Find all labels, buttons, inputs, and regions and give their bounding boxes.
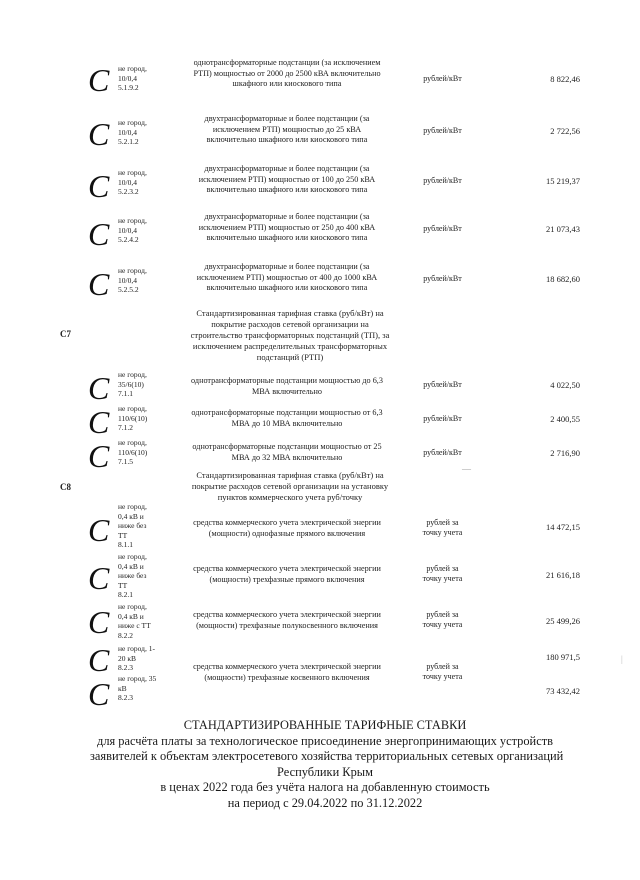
row-value: 180 971,5 xyxy=(546,652,580,662)
category-letter: С xyxy=(88,216,110,252)
row-description: средства коммерческого учета электрической энергии (мощности) трехфазные полукосвенного включения xyxy=(193,610,381,630)
row-description: однотрансформаторные подстанции мощностью от 25 МВА до 32 МВА включительно xyxy=(192,442,382,462)
row-description: двухтрансформаторные и более подстанции (за исключением РТП) мощностью до 25 кВА включительно шкафного или киоскового типа xyxy=(204,114,370,144)
row-description: двухтрансформаторные и более подстанции (за исключением РТП) мощностью от 250 до 400 кВА включительно шкафного или киоскового типа xyxy=(198,212,376,242)
category-letter: С xyxy=(88,676,110,712)
row-value: 14 472,15 xyxy=(546,522,580,532)
row-unit: рублей/кВт xyxy=(423,126,462,135)
row-unit: рублей/кВт xyxy=(423,176,462,185)
category-letter: С xyxy=(88,62,110,98)
row-unit: рублей за точку учета xyxy=(422,662,463,681)
row-description: двухтрансформаторные и более подстанции (за исключением РТП) мощностью от 100 до 250 кВА включительно шкафного или киоскового типа xyxy=(198,164,376,194)
category-letter: С xyxy=(88,512,110,548)
section-label-c7: С7 xyxy=(60,329,71,339)
row-description: средства коммерческого учета электрической энергии (мощности) трехфазные прямого включения xyxy=(193,564,381,584)
row-value: 2 400,55 xyxy=(550,414,580,424)
row-code: не город, 1- 20 кВ 8.2.3 xyxy=(118,644,155,672)
row-unit: рублей за точку учета xyxy=(422,564,463,583)
row-value: 8 822,46 xyxy=(550,74,580,84)
row-code: не город, 10/0,4 5.2.5.2 xyxy=(118,266,147,294)
category-letter: С xyxy=(88,642,110,678)
row-description: средства коммерческого учета электрической энергии (мощности) трехфазные косвенного включения xyxy=(193,662,381,682)
row-unit: рублей/кВт xyxy=(423,224,462,233)
category-letter: С xyxy=(88,370,110,406)
row-unit: рублей/кВт xyxy=(423,380,462,389)
title-heading: СТАНДАРТИЗИРОВАННЫЕ ТАРИФНЫЕ СТАВКИ xyxy=(183,718,467,732)
title-line: на период с 29.04.2022 по 31.12.2022 xyxy=(227,795,423,810)
section-title-c7: Стандартизированная тарифная ставка (руб/кВт) на покрытие расходов сетевой организации на строительство трансформаторных подстанций (ТП), за исключением распределительных трансформаторных подстанций (РТП) xyxy=(190,308,390,362)
margin-mark: | xyxy=(621,654,623,664)
row-unit: рублей/кВт xyxy=(423,274,462,283)
title-line: Республики Крым xyxy=(277,764,373,779)
row-value: 25 499,26 xyxy=(546,616,580,626)
row-unit: рублей/кВт xyxy=(423,448,462,457)
row-description: двухтрансформаторные и более подстанции (за исключением РТП) мощностью от 400 до 1000 кВА включительно шкафного или киоскового типа xyxy=(196,262,378,292)
row-value: 21 073,43 xyxy=(546,224,580,234)
row-value: 18 682,60 xyxy=(546,274,580,284)
row-description: однотрансформаторные подстанции мощностью от 6,3 МВА до 10 МВА включительно xyxy=(191,408,383,428)
category-letter: С xyxy=(88,438,110,474)
row-code: не город, 35 кВ 8.2.3 xyxy=(118,674,157,702)
row-value: 21 616,18 xyxy=(546,570,580,580)
row-description: однотрансформаторные подстанции (за исключением РТП) мощностью от 2000 до 2500 кВА включительно шкафного или киоскового типа xyxy=(193,58,381,88)
dash-mark: — xyxy=(462,464,471,474)
row-unit: рублей за точку учета xyxy=(422,518,463,537)
row-unit: рублей/кВт xyxy=(423,74,462,83)
category-letter: С xyxy=(88,168,110,204)
category-letter: С xyxy=(88,116,110,152)
row-code: не город, 10/0,4 5.1.9.2 xyxy=(118,64,147,92)
row-code: не город, 0,4 кВ и ниже без ТТ 8.2.1 xyxy=(118,552,147,599)
category-letter: С xyxy=(88,266,110,302)
row-code: не город, 0,4 кВ и ниже без ТТ 8.1.1 xyxy=(118,502,147,549)
category-letter: С xyxy=(88,560,110,596)
row-value: 2 716,90 xyxy=(550,448,580,458)
row-unit: рублей/кВт xyxy=(423,414,462,423)
row-value: 4 022,50 xyxy=(550,380,580,390)
row-code: не город, 110/6(10) 7.1.5 xyxy=(118,438,148,466)
section-label-c8: С8 xyxy=(60,482,71,492)
row-code: не город, 10/0,4 5.2.4.2 xyxy=(118,216,147,244)
title-line: в ценах 2022 года без учёта налога на добавленную стоимость xyxy=(160,780,490,794)
category-letter: С xyxy=(88,404,110,440)
row-unit: рублей за точку учета xyxy=(422,610,463,629)
row-description: средства коммерческого учета электрической энергии (мощности) однофазные прямого включения xyxy=(193,518,381,538)
category-letter: С xyxy=(88,604,110,640)
row-code: не город, 10/0,4 5.2.3.2 xyxy=(118,168,147,196)
document-title-block xyxy=(90,718,564,811)
row-code: не город, 110/6(10) 7.1.2 xyxy=(118,404,148,432)
title-line: для расчёта платы за технологическое присоединение энергопринимающих устройств xyxy=(97,733,553,748)
row-code: не город, 10/0,4 5.2.1.2 xyxy=(118,118,147,146)
row-value: 2 722,56 xyxy=(550,126,580,136)
row-code: не город, 35/6(10) 7.1.1 xyxy=(118,370,147,398)
row-value: 73 432,42 xyxy=(546,686,580,696)
row-code: не город, 0,4 кВ и ниже с ТТ 8.2.2 xyxy=(118,602,151,640)
row-description: однотрансформаторные подстанции мощностью до 6,3 МВА включительно xyxy=(191,376,383,396)
row-value: 15 219,37 xyxy=(546,176,580,186)
section-title-c8: Стандартизированная тарифная ставка (руб/кВт) на покрытие расходов сетевой организации на установку пунктов коммерческого учета руб/точку xyxy=(191,470,389,502)
title-line: заявителей к объектам электросетевого хозяйства территориальных сетевых организаций xyxy=(90,749,564,763)
